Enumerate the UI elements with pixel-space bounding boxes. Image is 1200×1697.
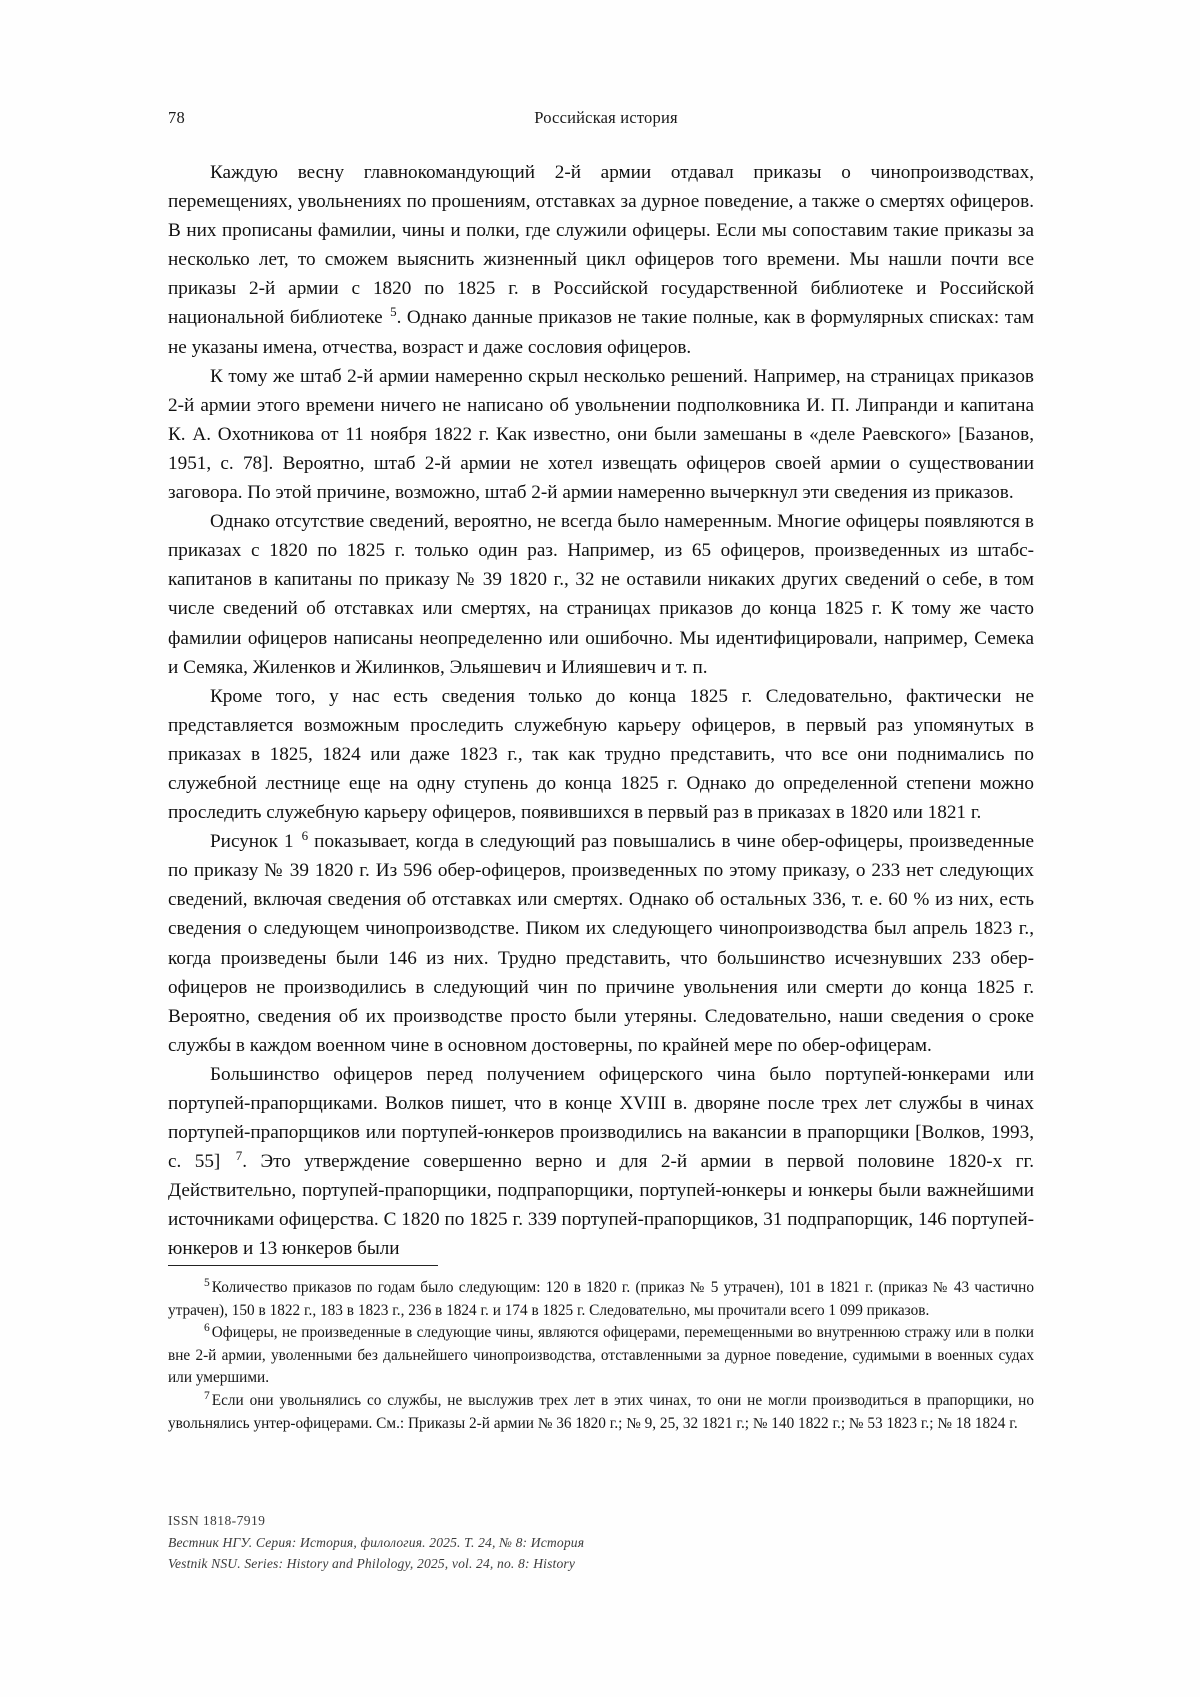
paragraph-5 (168, 827, 1034, 1060)
journal-citation-ru: Вестник НГУ. Серия: История, филология. 2025. Т. 24, № 8: История (168, 1534, 585, 1550)
footnote-5 (168, 1277, 1034, 1322)
footnote-ref-5[interactable]: 5 (390, 304, 397, 320)
paragraph-4: Кроме того, у нас есть сведения только до конца 1825 г. Следовательно, фактически не представляется возможным проследить служебную карьеру офицеров, в первый раз упомянутых в приказах в 1825, 1824 или даже 1823 г., так как трудно представить, что все они поднимались по служебной лестнице еще на одну ступень до конца 1825 г. Однако до определенной степени можно проследить служебную карьеру офицеров, появившихся в первый раз в приказах в 1820 или 1821 г. (168, 685, 1034, 824)
footnote-ref-7[interactable]: 7 (235, 1147, 243, 1163)
running-head (168, 108, 1034, 128)
journal-citation-en: Vestnik NSU. Series: History and Philology, 2025, vol. 24, no. 8: History (168, 1556, 576, 1571)
footnote-6 (168, 1322, 1034, 1390)
footnote-7-marker: 7 (204, 1389, 210, 1402)
paragraph-6-tail: . Это утверждение совершенно верно и для 2-й армии в первой половине 1820-х гг. Действительно, портупей-прапорщики, подпрапорщики, портупей-юнкеры и юнкеры были важнейшими источниками офицерства. С 1820 по 1825 г. 339 портупей-прапорщиков, 31 подпрапорщик, 146 портупей-юнкеров и 13 юнкеров были (168, 1151, 1035, 1260)
footnote-6-marker: 6 (204, 1322, 210, 1335)
paragraph-1-text: Каждую весну главнокомандующий 2-й армии отдавал приказы о чинопроизводствах, перемещениях, увольнениях по прошениям, отставках за дурное поведение, а также о смертях офицеров. В них прописаны фамилии, чины и полки, где служили офицеры. Если мы сопоставим такие приказы за несколько лет, то сможем выяснить жизненный цикл офицеров того времени. Мы нашли почти все приказы 2-й армии с 1820 по 1825 г. в Российской государственной библиотеке и Российской национальной библиотеке (168, 162, 1034, 329)
page-content (168, 108, 1034, 1264)
footnotes-block (168, 1265, 1034, 1435)
paragraph-5-text: Рисунок 1 (210, 831, 300, 853)
page-footer-colophon (168, 1510, 868, 1575)
footnote-7 (168, 1390, 1034, 1435)
footnote-5-marker: 5 (204, 1276, 210, 1289)
paragraph-5-tail: показывает, когда в следующий раз повышались в чине обер-офицеры, произведенные по приказу № 39 1820 г. Из 596 обер-офицеров, произведенных по этому приказу, о 233 нет следующих сведений, включая сведения об отставках или смертях. Однако об остальных 336, т. е. 60 % из них, есть сведения о следующем чинопроизводстве. Пиком их следующего чинопроизводства был апрель 1823 г., когда произведены были 146 из них. Трудно представить, что большинство исчезнувших 233 обер-офицеров не производились в следующий чин по причине увольнения или смерти до конца 1825 г. Вероятно, сведения об их производстве просто были утеряны. Следовательно, наши сведения о сроке службы в каждом военном чине в основном достоверны, по крайней мере по обер-офицерам. (168, 831, 1034, 1056)
paragraph-6-text: Большинство офицеров перед получением офицерского чина было портупей-юнкерами или портупей-прапорщиками. Волков пишет, что в конце XVIII в. дворяне после трех лет службы в чинах портупей-прапорщиков или портупей-юнкеров производились на вакансии в прапорщики [Волков, 1993, с. 55] (168, 1063, 1034, 1173)
footnote-separator-rule (168, 1265, 438, 1266)
footnote-7-text: Если они увольнялись со службы, не выслужив трех лет в этих чинах, то они не могли производиться в прапорщики, но увольнялись унтер-офицерами. См.: Приказы 2-й армии № 36 1820 г.; № 9, 25, 32 1821 г.; № 140 1822 г.; № 53 1823 г.; № 18 1824 г. (168, 1391, 1034, 1432)
paragraph-6 (168, 1060, 1034, 1264)
journal-section-title: Российская история (534, 108, 678, 127)
footnote-ref-6[interactable]: 6 (301, 827, 309, 843)
page-number: 78 (168, 108, 185, 127)
paragraph-3: Однако отсутствие сведений, вероятно, не всегда было намеренным. Многие офицеры появляются в приказах с 1820 по 1825 г. только один раз. Например, из 65 офицеров, произведенных из штабс-капитанов в капитаны по приказу № 39 1820 г., 32 не оставили никаких других сведений о себе, в том числе сведений об отставках или смертях, на страницах приказов до конца 1825 г. К тому же часто фамилии офицеров написаны неопределенно или ошибочно. Мы идентифицировали, например, Семека и Семяка, Жиленков и Жилинков, Эльяшевич и Илияшевич и т. п. (168, 511, 1034, 678)
paragraph-1 (168, 158, 1034, 362)
paragraph-1-tail: . Однако данные приказов не такие полные, как в формулярных списках: там не указаны имена, отчества, возраст и даже сословия офицеров. (168, 307, 1034, 358)
footnote-5-text: Количество приказов по годам было следующим: 120 в 1820 г. (приказ № 5 утрачен), 101 в 1821 г. (приказ № 43 частично утрачен), 150 в 1822 г., 183 в 1823 г., 236 в 1824 г. и 174 в 1825 г. Следовательно, мы прочитали всего 1 099 приказов. (168, 1279, 1034, 1319)
paragraph-2: К тому же штаб 2-й армии намеренно скрыл несколько решений. Например, на страницах приказов 2-й армии этого времени ничего не написано об увольнении подполковника И. П. Липранди и капитана К. А. Охотникова от 11 ноября 1822 г. Как известно, они были замешаны в «деле Раевского» [Базанов, 1951, с. 78]. Вероятно, штаб 2-й армии не хотел извещать офицеров своей армии о существовании заговора. По этой причине, возможно, штаб 2-й армии намеренно вычеркнул эти сведения из приказов. (168, 365, 1034, 504)
issn-line: ISSN 1818-7919 (168, 1513, 266, 1528)
footnote-6-text: Офицеры, не произведенные в следующие чины, являются офицерами, перемещенными во внутреннюю стражу или в полки вне 2-й армии, уволенными без дальнейшего чинопроизводства, отставленными за дурное поведение, судимыми в военных судах или умершими. (168, 1324, 1034, 1387)
